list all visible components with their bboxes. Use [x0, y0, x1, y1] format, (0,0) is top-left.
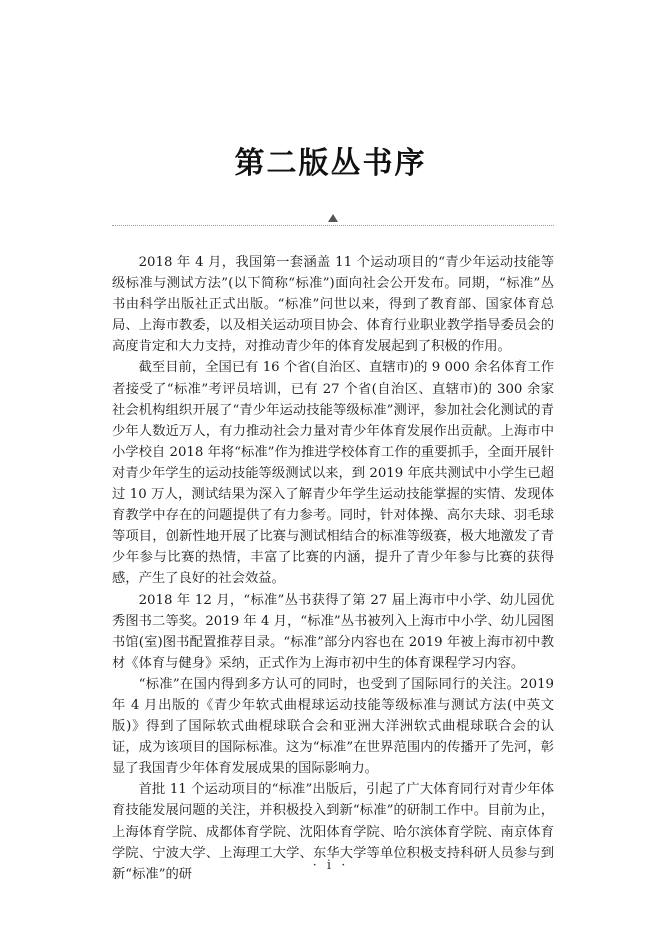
triangle-ornament-icon [328, 214, 338, 222]
paragraph-5: 首批 11 个运动项目的“标准”出版后，引起了广大体育同行对青少年体育技能发展问题的关注，并积极投入到新“标准”的研制工作中。目前为止，上海体育学院、成都体育学院、沈阳体育学院、哈尔滨体育学院、南京体育学院、宁波大学、上海理工大学、东华大学等单位积极支持科研人员参与到新“标准”的研 [112, 782, 554, 882]
title-ornament [112, 214, 554, 228]
preface-body [112, 252, 554, 885]
paragraph-3: 2018 年 12 月，“标准”丛书获得了第 27 届上海市中小学、幼儿园优秀图书二等奖。2019 年 4 月，“标准”丛书被列入上海市中小学、幼儿园图书馆(室)图书配置推荐目录。“标准”部分内容也在 2019 年被上海市初中教材《体育与健身》采纳，正式作为上海市初中生的体育课程学习内容。 [112, 592, 554, 671]
page-number: · i · [312, 858, 349, 873]
paragraph-2: 截至目前，全国已有 16 个省(自治区、直辖市)的 9 000 余名体育工作者接受了“标准”考评员培训，已有 27 个省(自治区、直辖市)的 300 余家社会机构组织开展了“青少年运动技能等级标准”测评，参加社会化测试的青少年人数近万人，有力推动社会力量对青少年体育发展作出贡献。上海市中小学校自 2018 年将“标准”作为推进学校体育工作的重要抓手，全面开展针对青少年学生的运动技能等级测试以来，到 2019 年底共测试中小学生已超过 10 万人，测试结果为深入了解青少年学生运动技能掌握的实情、发现体育教学中存在的问题提供了有力参考。同时，针对体操、高尔夫球、羽毛球等项目，创新性地开展了比赛与测试相结合的标准等级赛，极大地激发了青少年参与比赛的热情，丰富了比赛的内涵，提升了青少年参与比赛的获得感，产生了良好的社会效益。 [112, 360, 554, 587]
paragraph-1: 2018 年 4 月，我国第一套涵盖 11 个运动项目的“青少年运动技能等级标准与测试方法”(以下简称“标准”)面向社会公开发布。同期，“标准”丛书由科学出版社正式出版。“标准”问世以来，得到了教育部、国家体育总局、上海市教委，以及相关运动项目协会、体育行业职业教学指导委员会的高度肯定和大力支持，对推动青少年的体育发展起到了积极的作用。 [112, 255, 554, 355]
paragraph-4: “标准”在国内得到多方认可的同时，也受到了国际同行的关注。2019 年 4 月出版的《青少年软式曲棍球运动技能等级标准与测试方法(中英文版)》得到了国际软式曲棍球联合会和亚洲大洋洲软式曲棍球联合会的认证，成为该项目的国际标准。这为“标准”在世界范围内的传播开了先河，彰显了我国青少年体育发展成果的国际影响力。 [112, 676, 554, 777]
page-title: 第二版丛书序 [234, 146, 427, 181]
dotted-divider [112, 225, 554, 226]
